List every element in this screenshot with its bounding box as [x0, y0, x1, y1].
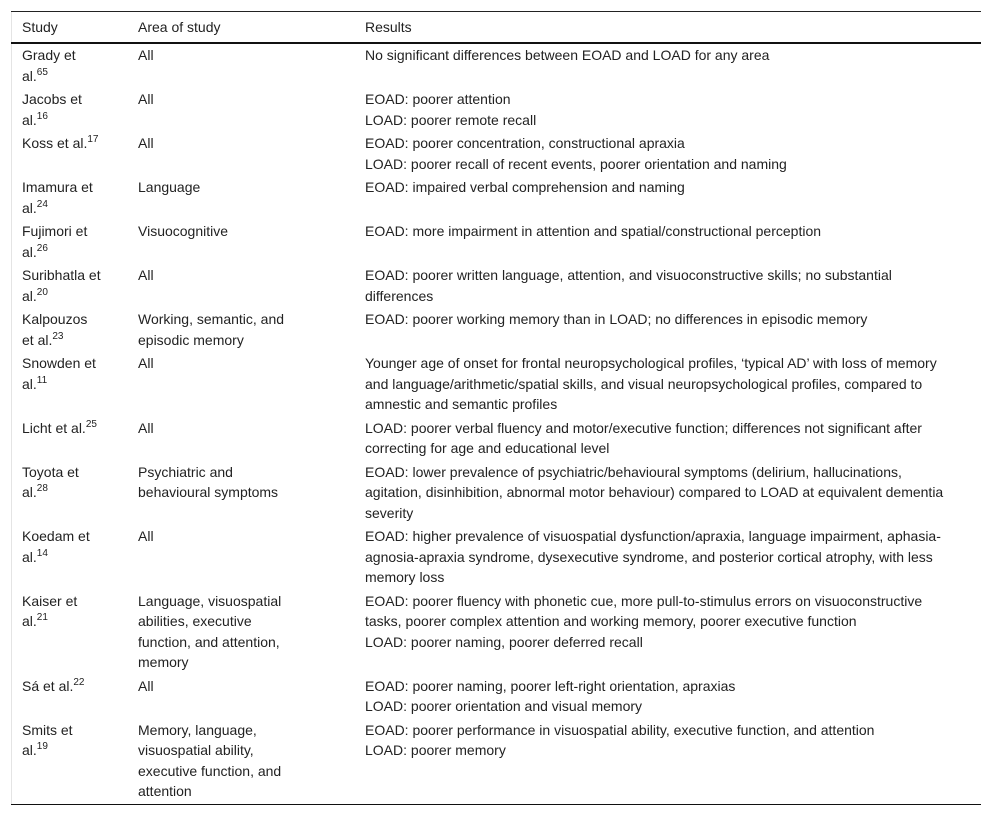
header-area: Area of study	[138, 19, 221, 35]
result-line: EOAD: impaired verbal comprehension and naming	[365, 179, 685, 195]
reference-number: 20	[36, 286, 48, 298]
reference-number: 19	[36, 741, 48, 752]
area-cell: All	[138, 47, 154, 63]
results-cell	[355, 308, 981, 352]
results-cell	[355, 43, 981, 88]
study-name: Grady et al.	[22, 47, 76, 84]
study-name: Sá et al.	[22, 677, 74, 694]
table-row	[12, 43, 982, 88]
result-line: LOAD: poorer remote recall	[365, 111, 537, 128]
area-cell: Language, visuospatial abilities, executive function, and attention, memory	[138, 592, 282, 670]
result-line: LOAD: poorer recall of recent events, poorer orientation and naming	[365, 155, 787, 172]
result-line: EOAD: poorer concentration, constructional apraxia	[365, 135, 685, 151]
result-line: EOAD: lower prevalence of psychiatric/behavioural symptoms (delirium, hallucinations, agitation, disinhibition, abnormal motor behaviour) compared to LOAD at equivalent dementia severity	[365, 463, 944, 521]
results-cell	[355, 719, 981, 805]
results-cell	[355, 461, 981, 526]
study-cell	[12, 590, 129, 675]
result-line: LOAD: poorer orientation and visual memory	[365, 698, 643, 714]
study-name: Kalpouzos et al.	[22, 311, 88, 348]
result-line: EOAD: poorer working memory than in LOAD; no differences in episodic memory	[365, 311, 868, 327]
area-cell: All	[138, 91, 154, 107]
reference-number: 65	[36, 66, 48, 78]
results-cell	[355, 220, 981, 264]
study-cell	[12, 308, 129, 352]
study-cell	[12, 417, 129, 461]
study-cell	[12, 43, 129, 88]
area-cell: Visuocognitive	[138, 223, 229, 239]
reference-number: 25	[85, 418, 97, 430]
result-line: Younger age of onset for frontal neuropsychological profiles, ‘typical AD’ with loss of memory and language/arithmetic/spatial skills, and visual neuropsychological profiles, compared to amnestic and semantic profiles	[365, 355, 937, 412]
study-cell	[12, 352, 129, 417]
study-name: Kaiser et al.	[22, 592, 78, 629]
study-cell	[12, 88, 129, 132]
table-row	[12, 308, 982, 352]
result-line: LOAD: poorer memory	[365, 742, 506, 758]
area-cell: All	[138, 135, 154, 151]
results-cell	[355, 88, 981, 132]
study-name: Jacobs et al.	[22, 91, 82, 128]
results-cell	[355, 675, 981, 719]
table-row	[12, 264, 982, 308]
study-cell	[12, 132, 129, 176]
table-row	[12, 461, 982, 526]
result-line: No significant differences between EOAD and LOAD for any area	[365, 47, 770, 63]
area-cell: Language	[138, 179, 201, 195]
table-row	[12, 220, 982, 264]
table-row	[12, 352, 982, 417]
area-cell: Working, semantic, and episodic memory	[138, 311, 285, 348]
study-name: Imamura et al.	[22, 179, 93, 216]
result-line: EOAD: poorer performance in visuospatial ability, executive function, and attention	[365, 721, 875, 738]
reference-number: 22	[73, 676, 85, 688]
results-cell	[355, 417, 981, 461]
study-name: Snowden et al.	[22, 355, 96, 392]
study-cell	[12, 220, 129, 264]
study-name: Fujimori et al.	[22, 223, 88, 260]
study-name: Suribhatla et al.	[22, 267, 101, 304]
area-cell: Psychiatric and behavioural symptoms	[138, 463, 279, 500]
table-row	[12, 719, 982, 805]
reference-number: 17	[87, 134, 99, 145]
table-row	[12, 590, 982, 675]
study-name: Licht et al.	[22, 419, 86, 436]
results-cell	[355, 590, 981, 675]
header-study: Study	[22, 19, 58, 35]
study-cell	[12, 675, 129, 719]
reference-number: 16	[36, 110, 48, 122]
table-row	[12, 675, 982, 719]
result-line: EOAD: poorer fluency with phonetic cue, more pull-to-stimulus errors on visuoconstructive tasks, poorer complex attention and working memory, poorer executive function	[365, 592, 923, 629]
table-row	[12, 525, 982, 590]
study-name: Toyota et al.	[22, 463, 79, 500]
result-line: EOAD: poorer written language, attention, and visuoconstructive skills; no substantial differences	[365, 267, 892, 304]
result-line: LOAD: poorer verbal fluency and motor/executive function; differences not significant after correcting for age and educational level	[365, 419, 922, 456]
area-cell: Memory, language, visuospatial ability, executive function, and attention	[138, 721, 282, 799]
study-name: Koedam et al.	[22, 528, 90, 565]
header-results: Results	[365, 19, 412, 35]
study-cell	[12, 176, 129, 220]
results-cell	[355, 264, 981, 308]
result-line: EOAD: poorer naming, poorer left-right orientation, apraxias	[365, 677, 736, 694]
table-row	[12, 176, 982, 220]
result-line: EOAD: more impairment in attention and spatial/constructional perception	[365, 223, 822, 239]
results-cell	[355, 132, 981, 176]
area-cell: All	[138, 677, 154, 694]
reference-number: 21	[36, 612, 48, 623]
reference-number: 11	[36, 374, 48, 386]
table-row	[12, 132, 982, 176]
study-name: Koss et al.	[22, 135, 88, 151]
study-name: Smits et al.	[22, 721, 73, 758]
area-cell: All	[138, 419, 154, 436]
area-cell: All	[138, 355, 154, 371]
study-cell	[12, 264, 129, 308]
results-cell	[355, 525, 981, 590]
result-line: LOAD: poorer naming, poorer deferred recall	[365, 633, 643, 650]
results-cell	[355, 176, 981, 220]
header-row	[12, 12, 982, 44]
result-line: EOAD: higher prevalence of visuospatial dysfunction/apraxia, language impairment, aphasia-agnosia-apraxia syndrome, dysexecutive syndrome, and posterior cortical atrophy, with less memory loss	[365, 528, 941, 585]
studies-table	[11, 11, 981, 805]
area-cell: All	[138, 267, 154, 283]
table-row	[12, 417, 982, 461]
result-line: EOAD: poorer attention	[365, 91, 511, 107]
results-cell	[355, 352, 981, 417]
reference-number: 24	[36, 198, 48, 210]
area-cell: All	[138, 528, 154, 544]
reference-number: 28	[36, 483, 48, 494]
study-cell	[12, 461, 129, 526]
study-cell	[12, 719, 129, 805]
reference-number: 26	[36, 242, 48, 254]
reference-number: 23	[52, 330, 64, 342]
reference-number: 14	[36, 547, 48, 559]
study-cell	[12, 525, 129, 590]
table-row	[12, 88, 982, 132]
